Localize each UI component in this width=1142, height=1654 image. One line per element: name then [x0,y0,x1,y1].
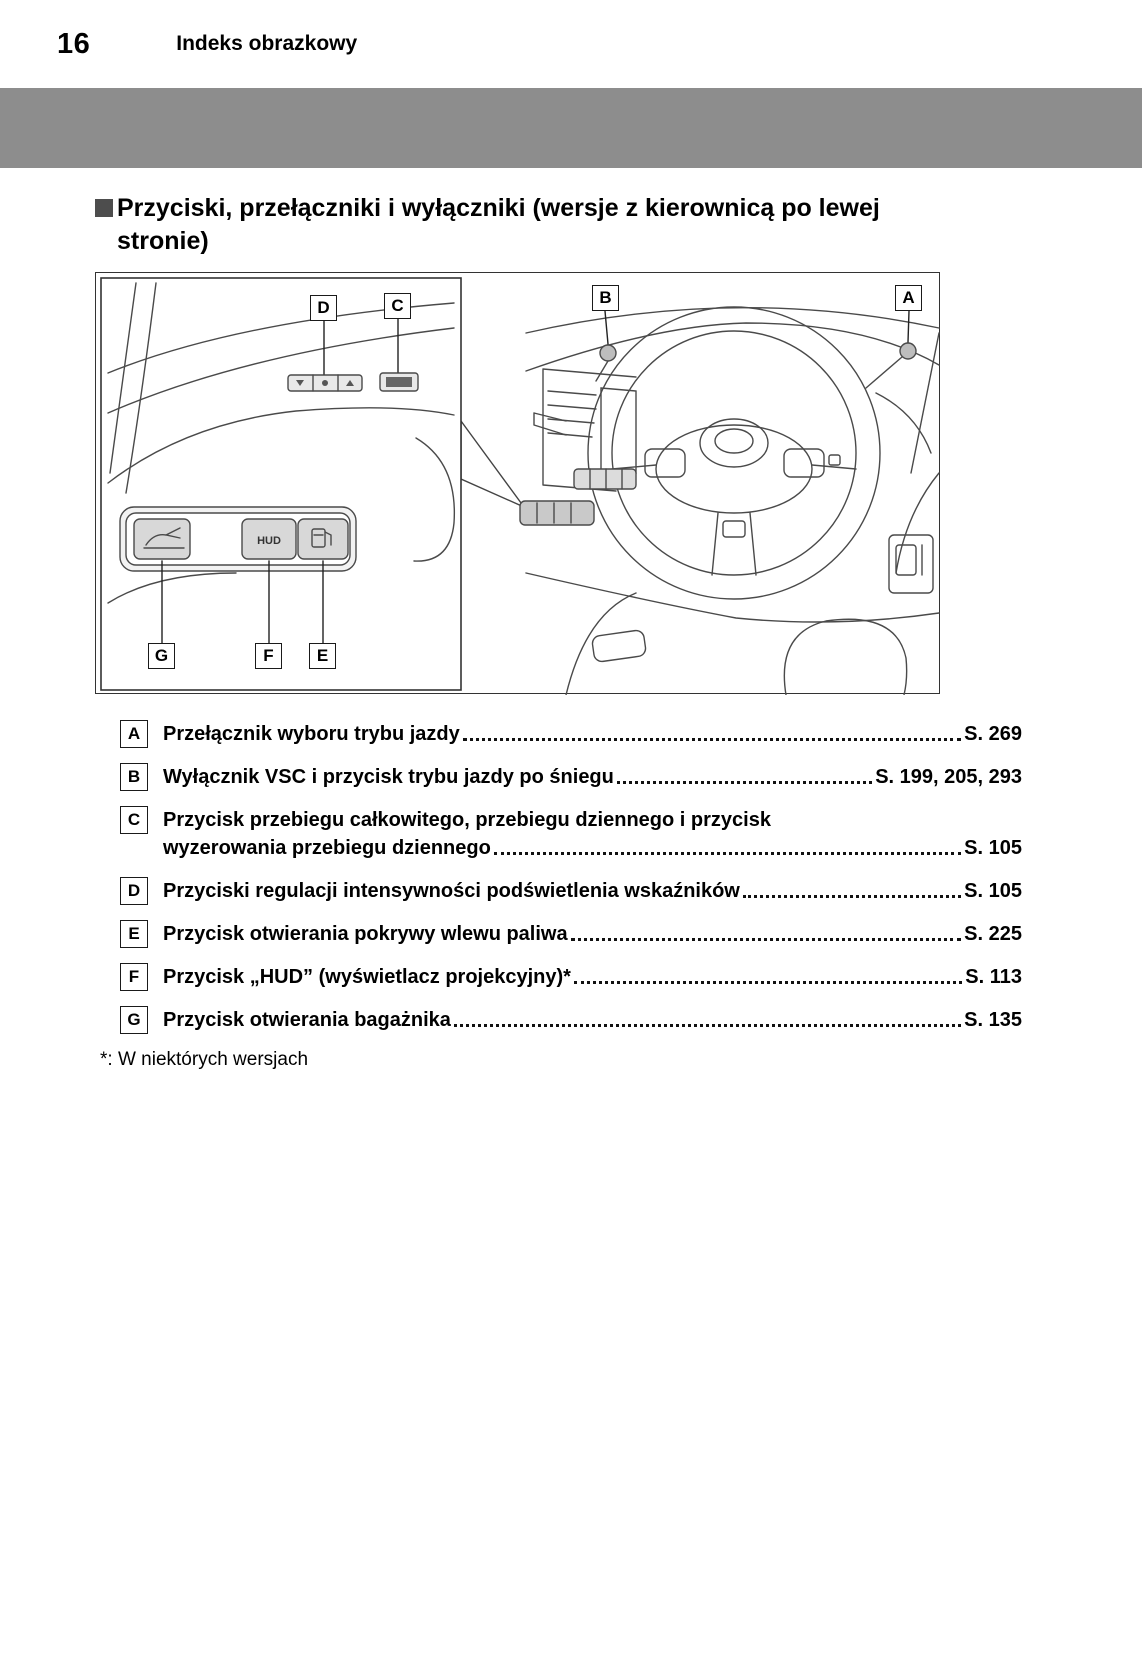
figure-label-b: B [592,285,619,311]
legend-text-f: Przycisk „HUD” (wyświetlacz projekcyjny)* [163,966,571,988]
header-gray-band [0,88,1142,168]
dot-leader [463,738,961,741]
legend-item-c [120,806,1022,862]
legend-page-d: S. 105 [964,880,1022,902]
figure-label-e: E [309,643,336,669]
label-a-leader [908,311,909,342]
page-number: 16 [57,27,91,60]
legend-page-a: S. 269 [964,723,1022,745]
legend-page-e: S. 225 [964,923,1022,945]
callout-wedge [461,421,524,507]
legend-text-c-line1: Przycisk przebiegu całkowitego, przebiegu dziennego i przycisk [163,809,771,831]
legend-text-e: Przycisk otwierania pokrywy wlewu paliwa [163,923,568,945]
section-heading [95,192,1047,258]
legend-item-g [120,1006,1022,1034]
legend-text-b: Wyłącznik VSC i przycisk trybu jazdy po śniegu [163,766,614,788]
legend-page-f: S. 113 [965,966,1022,988]
steering-wheel [588,307,880,599]
dot-leader [494,852,961,855]
trip-reset-button [380,373,418,391]
legend-item-e [120,920,1022,948]
legend-item-f [120,963,1022,991]
dash-hood-line [526,323,939,371]
inset-button-panel [120,507,356,571]
page-header [0,0,1142,88]
legend-text-g: Przycisk otwierania bagażnika [163,1009,451,1031]
dimmer-buttons [288,375,362,391]
seat-outline [784,619,906,695]
right-spoke-buttons [784,449,824,477]
section-heading-text: Przyciski, przełączniki i wyłączniki (wersje z kierownicą po lewej stronie) [117,194,880,255]
square-bullet-icon [95,199,113,217]
dashboard-line-art [96,273,941,695]
footnote: *: W niektórych wersjach [100,1049,309,1070]
header-title: Indeks obrazkowy [176,32,358,55]
legend-item-d [120,877,1022,905]
hud-button-label: HUD [257,535,281,547]
console-edge-line [566,593,636,695]
figure-label-d: D [310,295,337,321]
legend-key-d: D [120,877,148,905]
legend-list [95,720,1047,1034]
legend-text-c-line2: wyzerowania przebiegu dziennego [163,837,491,859]
dot-leader [743,895,961,898]
legend-page-b: S. 199, 205, 293 [875,766,1022,788]
legend-page-g: S. 135 [964,1009,1022,1031]
legend-text-d: Przyciski regulacji intensywności podświetlenia wskaźników [163,880,740,902]
legend-key-b: B [120,763,148,791]
key-card-shape [591,630,646,663]
dot-leader [571,938,962,941]
figure-label-f: F [255,643,282,669]
legend-page-c: S. 105 [964,837,1022,859]
lower-dash-line [526,573,939,622]
left-spoke-buttons [645,449,685,477]
legend-key-g: G [120,1006,148,1034]
legend-item-a [120,720,1022,748]
figure-label-a: A [895,285,922,311]
legend-text-a: Przełącznik wyboru trybu jazdy [163,723,460,745]
legend-key-f: F [120,963,148,991]
fuel-door-button [298,519,348,559]
turn-signal-stalk [534,413,566,435]
figure-label-g: G [148,643,175,669]
legend-item-b [120,763,1022,791]
windshield-line [526,308,939,333]
legend-key-c: C [120,806,148,834]
legend-key-e: E [120,920,148,948]
page-content [0,192,1142,1071]
legend-key-a: A [120,720,148,748]
column-button-panel [520,501,594,525]
trunk-release-button [134,519,190,559]
door-window-switch [889,535,933,593]
drive-mode-knob [866,343,916,388]
figure-label-c: C [384,293,411,319]
label-b-leader [605,311,608,344]
column-upper-panel [574,469,636,489]
dot-leader [454,1024,961,1027]
dot-leader [617,781,872,784]
dash-right-contour [876,393,931,453]
dot-leader [574,981,962,984]
inset-box [101,278,461,690]
vehicle-dashboard-illustration [95,272,940,694]
